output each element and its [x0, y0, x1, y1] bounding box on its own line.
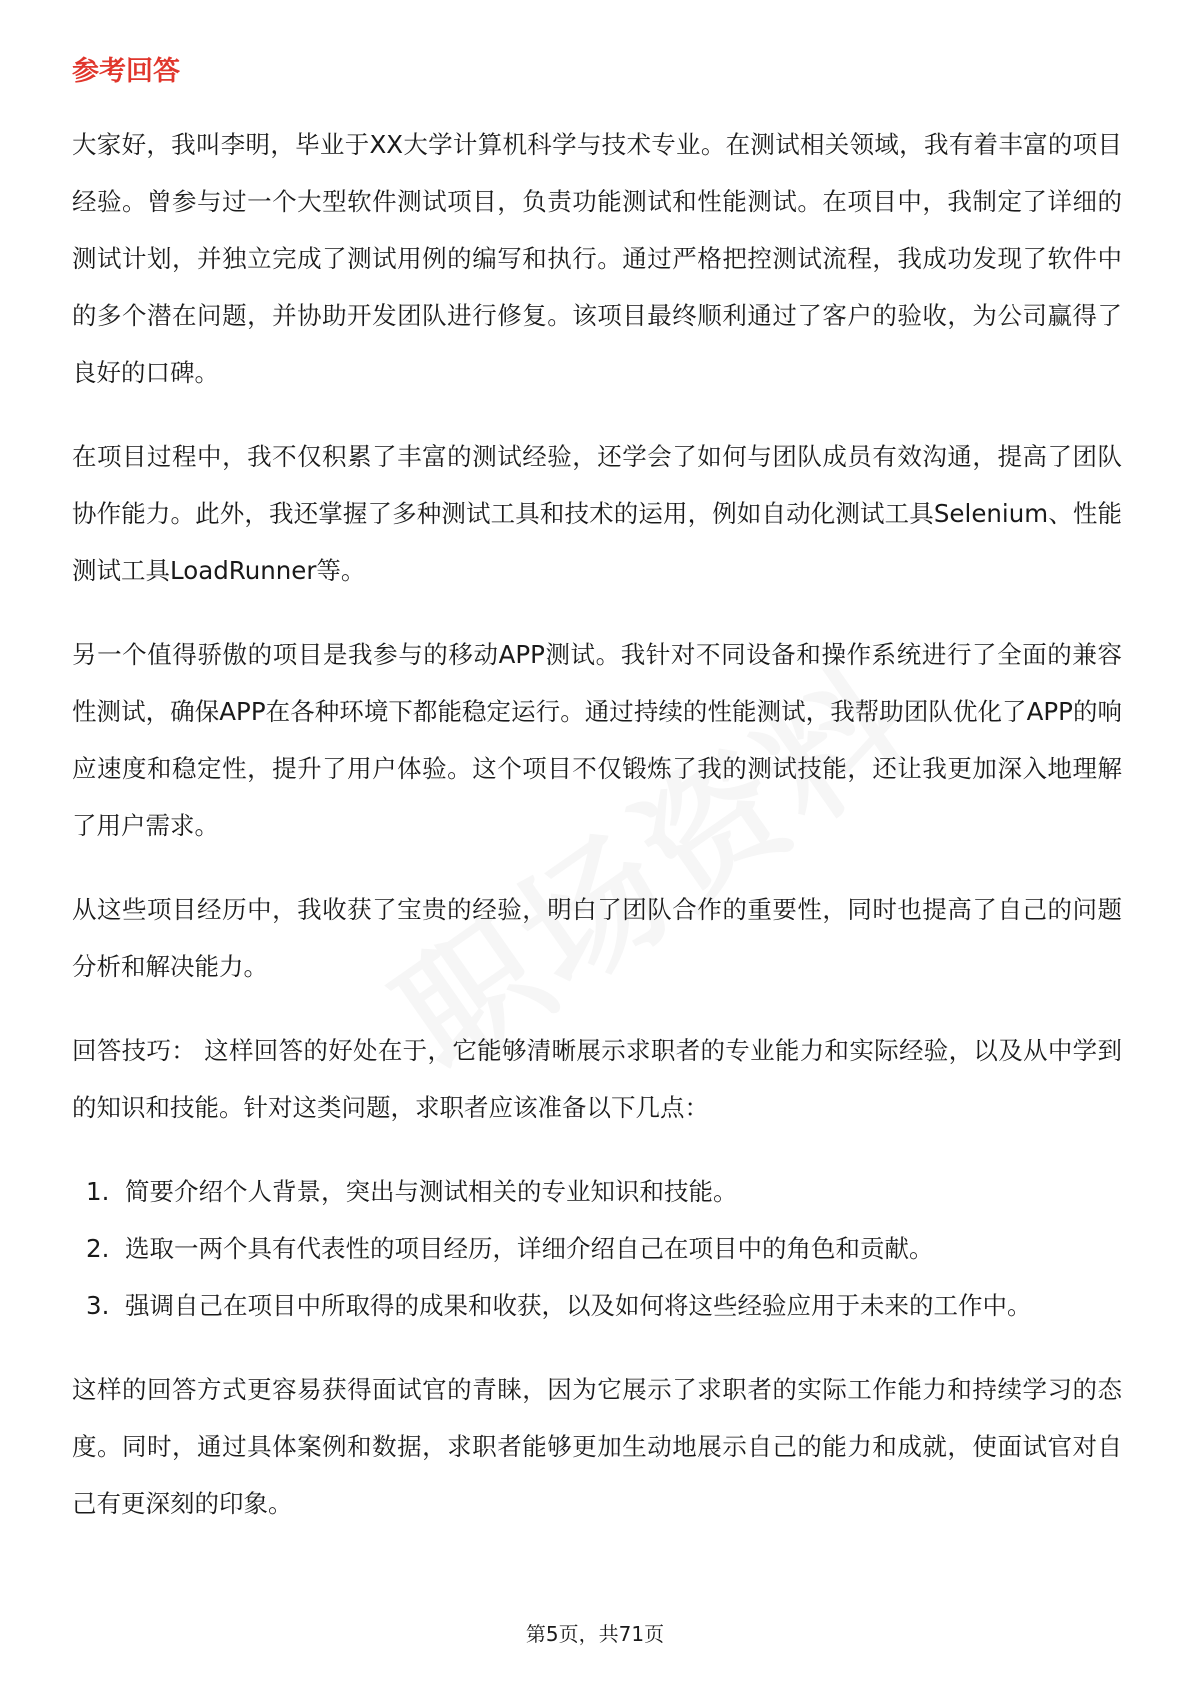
tips-list [72, 1163, 1122, 1334]
list-item [72, 1163, 1122, 1220]
section-heading: 参考回答 [72, 56, 180, 87]
tips-paragraph: 回答技巧： 这样回答的好处在于，它能够清晰展示求职者的专业能力和实际经验，以及从中学到的知识和技能。针对这类问题，求职者应该准备以下几点： [72, 1036, 1122, 1122]
mobile-app-paragraph: 另一个值得骄傲的项目是我参与的移动APP测试。我针对不同设备和操作系统进行了全面的兼容性测试，确保APP在各种环境下都能稳定运行。通过持续的性能测试，我帮助团队优化了APP的响应速度和稳定性，提升了用户体验。这个项目不仅锻炼了我的测试技能，还让我更加深入地理解了用户需求。 [72, 640, 1122, 840]
list-item [72, 1220, 1122, 1277]
closing-paragraph: 这样的回答方式更容易获得面试官的青睐，因为它展示了求职者的实际工作能力和持续学习的态度。同时，通过具体案例和数据，求职者能够更加生动地展示自己的能力和成就，使面试官对自己有更深刻的印象。 [72, 1375, 1122, 1518]
list-item-text: 选取一两个具有代表性的项目经历，详细介绍自己在项目中的角色和贡献。 [125, 1234, 934, 1263]
list-item-number: 2. [86, 1234, 110, 1263]
list-item-text: 强调自己在项目中所取得的成果和收获，以及如何将这些经验应用于未来的工作中。 [125, 1291, 1032, 1320]
experience-paragraph: 在项目过程中，我不仅积累了丰富的测试经验，还学会了如何与团队成员有效沟通，提高了团队协作能力。此外，我还掌握了多种测试工具和技术的运用，例如自动化测试工具Selenium、性能测试工具LoadRunner等。 [72, 442, 1122, 585]
page-number: 第5页，共71页 [525, 1622, 665, 1646]
list-item-number: 1. [86, 1177, 110, 1206]
intro-paragraph: 大家好，我叫李明，毕业于XX大学计算机科学与技术专业。在测试相关领域，我有着丰富的项目经验。曾参与过一个大型软件测试项目，负责功能测试和性能测试。在项目中，我制定了详细的测试计划，并独立完成了测试用例的编写和执行。通过严格把控测试流程，我成功发现了软件中的多个潜在问题，并协助开发团队进行修复。该项目最终顺利通过了客户的验收，为公司赢得了良好的口碑。 [72, 130, 1122, 387]
document-body [72, 116, 1122, 1559]
list-item [72, 1277, 1122, 1334]
list-item-text: 简要介绍个人背景，突出与测试相关的专业知识和技能。 [125, 1177, 738, 1206]
summary-paragraph: 从这些项目经历中，我收获了宝贵的经验，明白了团队合作的重要性，同时也提高了自己的问题分析和解决能力。 [72, 895, 1122, 981]
list-item-number: 3. [86, 1291, 110, 1320]
